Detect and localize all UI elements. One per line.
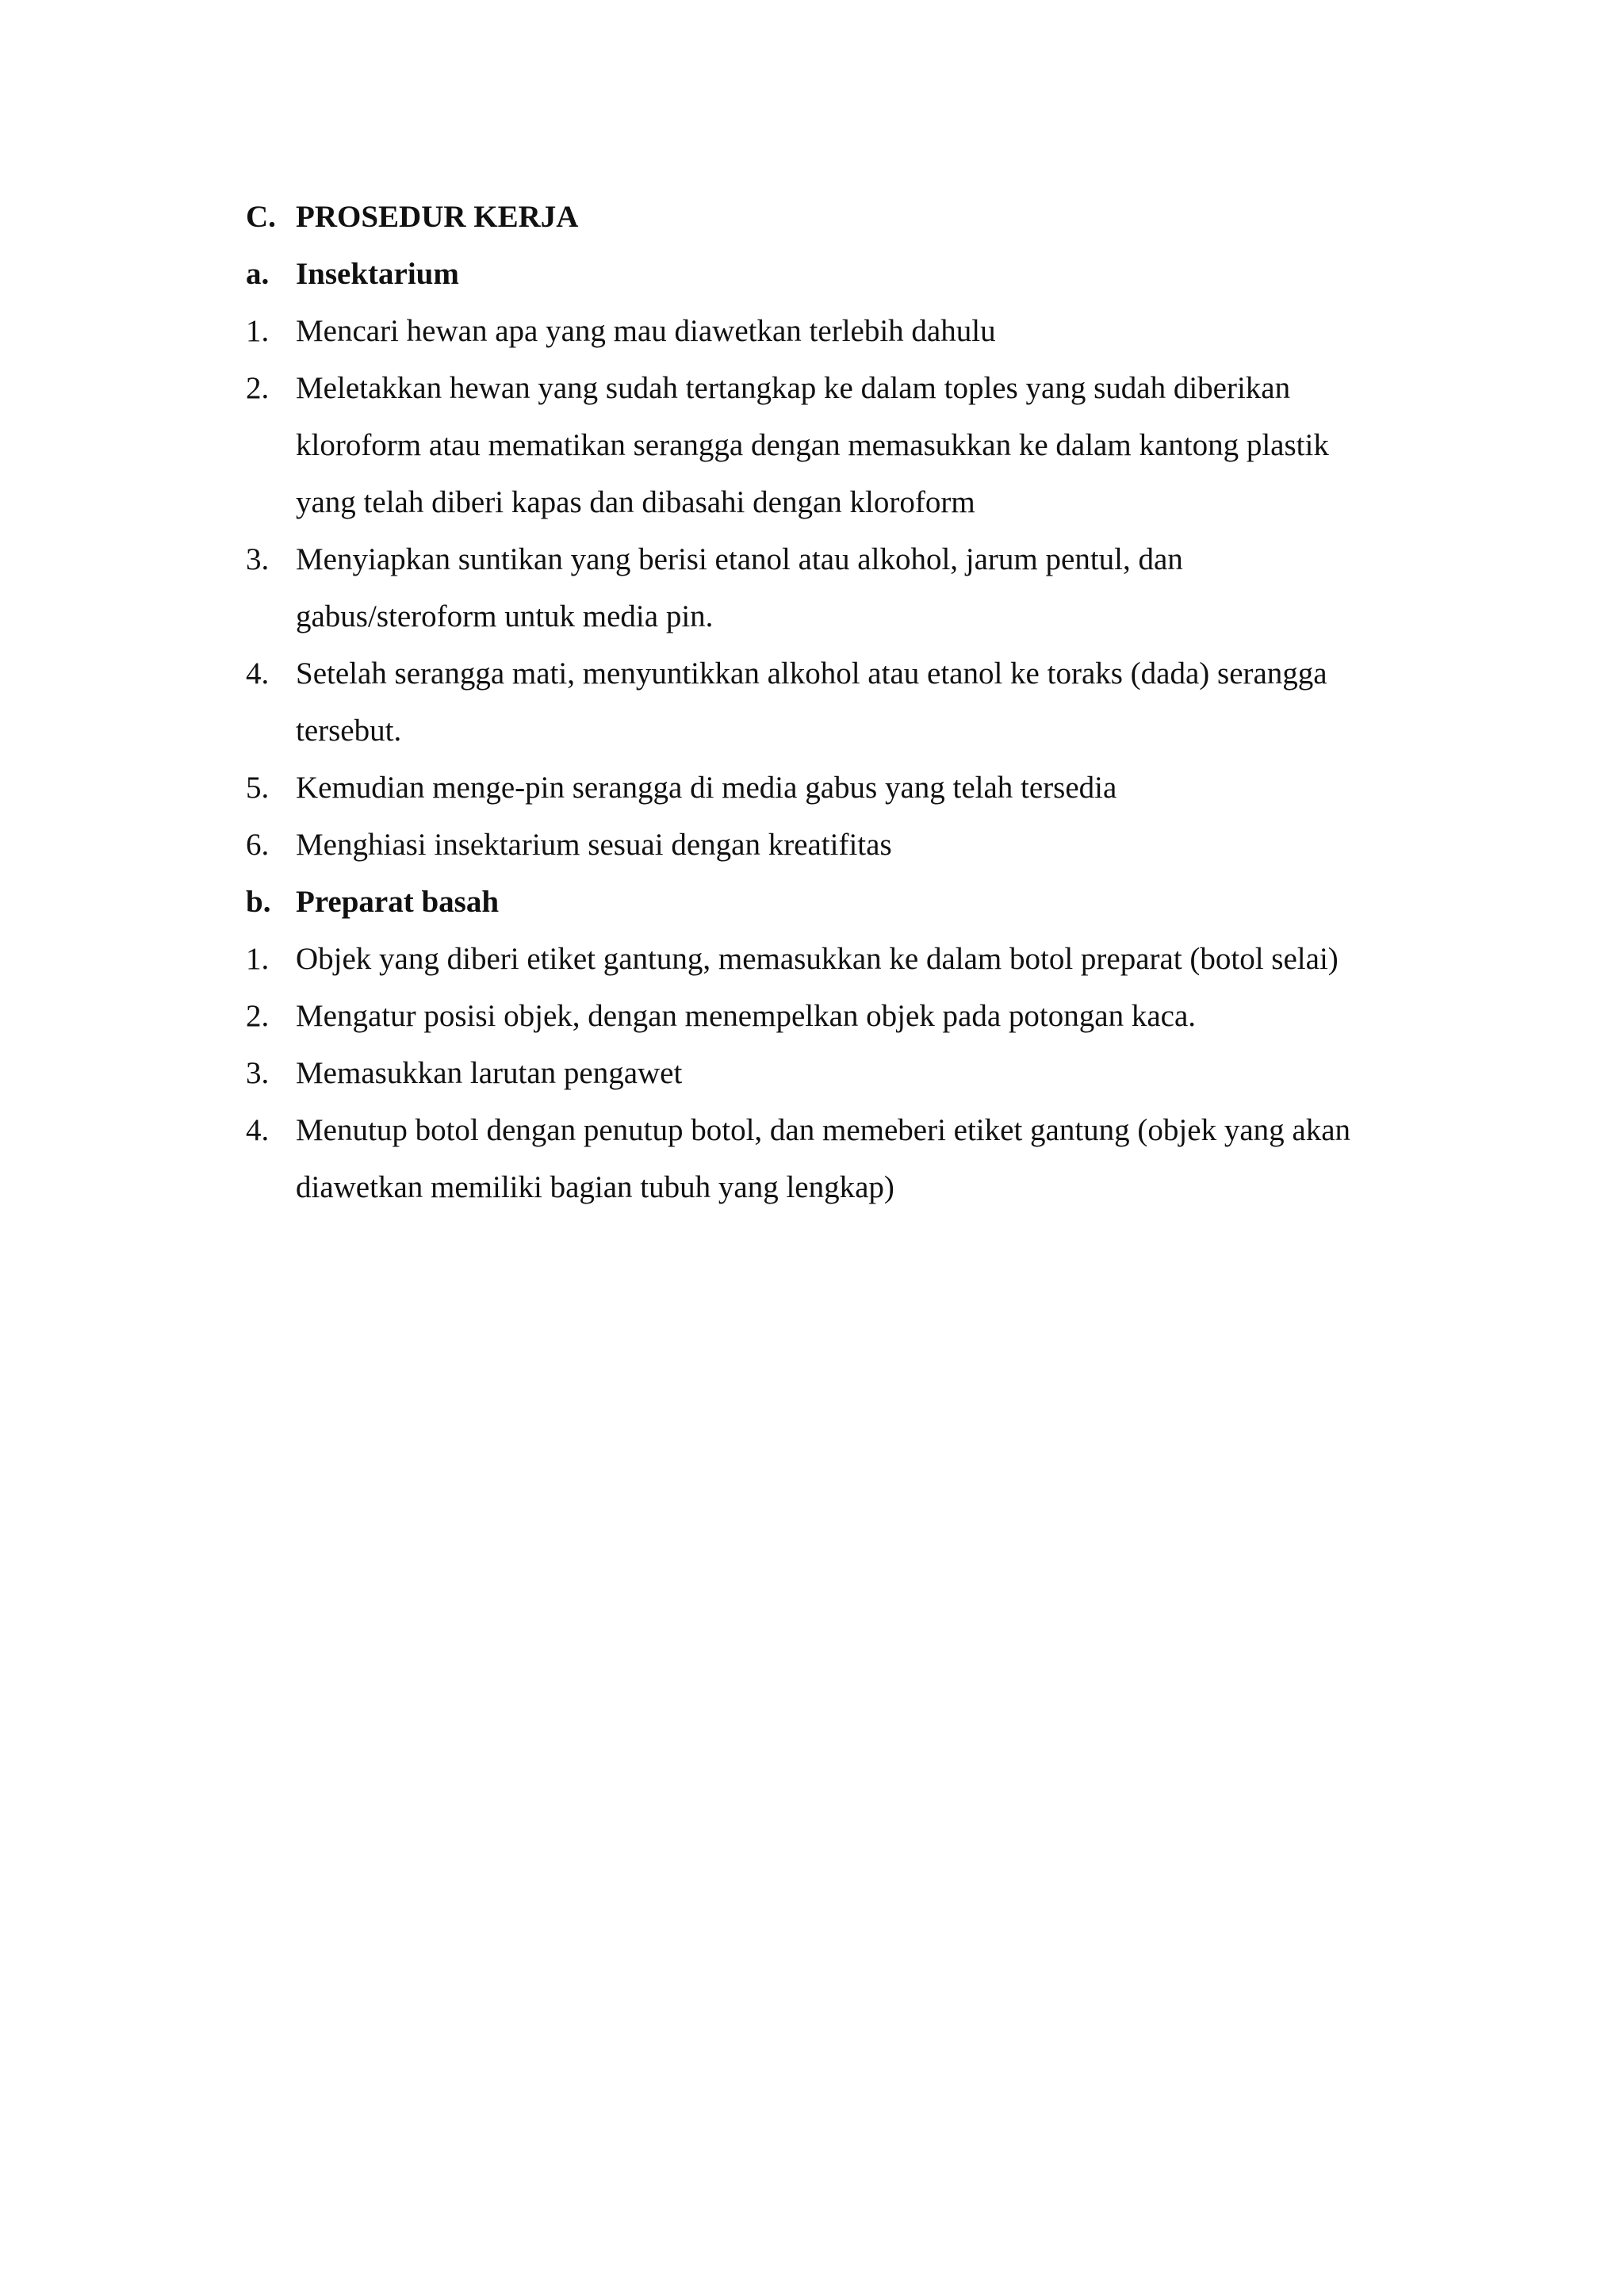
- item-text: [296, 988, 1435, 1045]
- item-line: tersebut.: [296, 714, 402, 748]
- list-item: [246, 531, 1435, 645]
- subsection-heading-insektarium: [246, 246, 1435, 303]
- item-number: 2.: [246, 371, 270, 405]
- item-number: 1.: [246, 314, 270, 348]
- item-line: Menutup botol dengan penutup botol, dan memeberi etiket gantung (objek yang akan: [296, 1113, 1350, 1147]
- item-line: gabus/steroform untuk media pin.: [296, 599, 714, 633]
- heading-title: PROSEDUR KERJA: [296, 200, 579, 234]
- list-item: [246, 645, 1435, 760]
- item-line: Setelah serangga mati, menyuntikkan alkohol atau etanol ke toraks (dada) serangga: [296, 656, 1327, 691]
- item-line: Objek yang diberi etiket gantung, memasukkan ke dalam botol preparat (botol selai): [296, 942, 1339, 976]
- subsection-heading-preparat-basah: [246, 874, 1435, 931]
- procedure-content: [246, 189, 1435, 1216]
- item-number: 3.: [246, 542, 270, 576]
- list-item: [246, 988, 1435, 1045]
- item-text: [296, 1102, 1435, 1216]
- item-text: [296, 817, 1435, 874]
- heading-marker: C.: [246, 200, 276, 234]
- item-line: Memasukkan larutan pengawet: [296, 1056, 683, 1090]
- item-number: 6.: [246, 828, 270, 862]
- list-item: [246, 1102, 1435, 1216]
- subsection-title: Preparat basah: [296, 885, 500, 919]
- item-number: 1.: [246, 942, 270, 976]
- item-number: 4.: [246, 656, 270, 691]
- item-number: 5.: [246, 771, 270, 805]
- item-number: 2.: [246, 999, 270, 1033]
- subsection-marker: a.: [246, 257, 270, 291]
- item-text: [296, 645, 1435, 760]
- item-line: yang telah diberi kapas dan dibasahi dengan kloroform: [296, 485, 975, 519]
- item-line: Kemudian menge-pin serangga di media gabus yang telah tersedia: [296, 771, 1117, 805]
- subsection-marker: b.: [246, 885, 271, 919]
- list-item: [246, 817, 1435, 874]
- list-item: [246, 303, 1435, 360]
- item-line: Menyiapkan suntikan yang berisi etanol atau alkohol, jarum pentul, dan: [296, 542, 1183, 576]
- item-text: [296, 360, 1435, 531]
- section-heading: [246, 189, 1435, 246]
- item-text: [296, 1045, 1435, 1102]
- item-line: Menghiasi insektarium sesuai dengan kreatifitas: [296, 828, 892, 862]
- item-number: 3.: [246, 1056, 270, 1090]
- subsection-title: Insektarium: [296, 257, 459, 291]
- item-line: kloroform atau mematikan serangga dengan memasukkan ke dalam kantong plastik: [296, 428, 1329, 462]
- item-number: 4.: [246, 1113, 270, 1147]
- item-text: [296, 303, 1435, 360]
- list-item: [246, 931, 1435, 988]
- item-line: Mencari hewan apa yang mau diawetkan terlebih dahulu: [296, 314, 996, 348]
- list-item: [246, 360, 1435, 531]
- item-line: diawetkan memiliki bagian tubuh yang lengkap): [296, 1170, 894, 1204]
- list-item: [246, 1045, 1435, 1102]
- item-text: [296, 760, 1435, 817]
- list-item: [246, 760, 1435, 817]
- item-text: [296, 531, 1435, 645]
- item-text: [296, 931, 1435, 988]
- item-line: Meletakkan hewan yang sudah tertangkap ke dalam toples yang sudah diberikan: [296, 371, 1291, 405]
- item-line: Mengatur posisi objek, dengan menempelkan objek pada potongan kaca.: [296, 999, 1196, 1033]
